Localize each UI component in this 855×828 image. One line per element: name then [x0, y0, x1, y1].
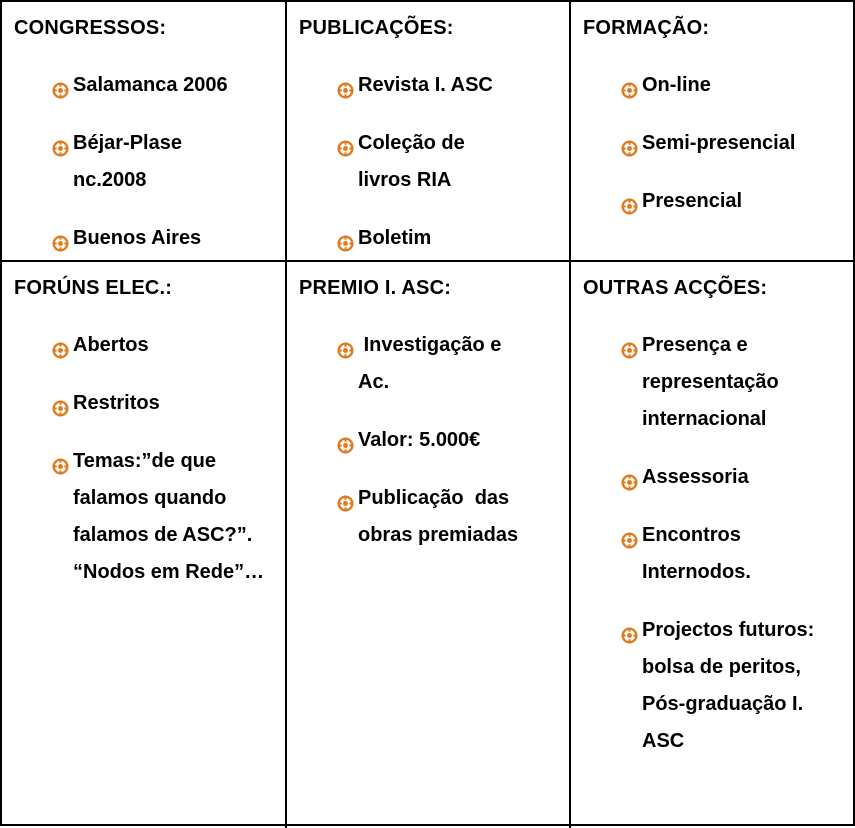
section-title: OUTRAS ACÇÕES:: [583, 277, 768, 299]
section-title: FORÚNS ELEC.:: [14, 277, 173, 299]
list-item: Béjar-Plasenc.2008: [14, 125, 249, 199]
target-bullet-icon: [337, 228, 354, 245]
list-item: Boletim: [299, 220, 568, 257]
section-title: FORMAÇÃO:: [583, 17, 710, 39]
list-item: On-line: [583, 67, 855, 104]
list-item: Abertos: [14, 327, 284, 364]
target-bullet-icon: [337, 133, 354, 150]
list-item: Encontros Internodos.: [583, 517, 838, 591]
list-item: Coleção de livros RIA: [299, 125, 504, 199]
list-item: Presencial: [583, 183, 855, 220]
target-bullet-icon: [337, 335, 354, 352]
list-item: Valor: 5.000€: [299, 422, 568, 459]
list-item: Temas:”de que falamos quando falamos de ASC?”. “Nodos em Rede”…: [14, 443, 279, 591]
target-bullet-icon: [621, 525, 638, 542]
target-bullet-icon: [52, 75, 69, 92]
cell-formacao: [569, 0, 855, 259]
list-item: Projectos futuros: bolsa de peritos, Pós-graduação I. ASC: [583, 612, 838, 760]
target-bullet-icon: [621, 620, 638, 637]
list-item: Presença e representação internacional: [583, 327, 838, 438]
target-bullet-icon: [337, 488, 354, 505]
section-title: CONGRESSOS:: [14, 17, 167, 39]
list-item: Salamanca 2006: [14, 67, 249, 104]
target-bullet-icon: [52, 228, 69, 245]
cell-foruns: [0, 260, 284, 826]
target-bullet-icon: [621, 191, 638, 208]
cell-premio: [285, 260, 568, 826]
section-title: PUBLICAÇÕES:: [299, 17, 454, 39]
target-bullet-icon: [621, 335, 638, 352]
section-list: [583, 327, 855, 760]
cell-outras-accoes: [569, 260, 855, 826]
section-list: [583, 67, 855, 220]
target-bullet-icon: [621, 75, 638, 92]
target-bullet-icon: [52, 393, 69, 410]
section-list: [14, 327, 284, 591]
list-item: Semi-presencial: [583, 125, 855, 162]
target-bullet-icon: [52, 335, 69, 352]
target-bullet-icon: [621, 467, 638, 484]
section-list: [14, 67, 284, 257]
target-bullet-icon: [621, 133, 638, 150]
list-item: Investigação e Ac.: [299, 327, 539, 401]
target-bullet-icon: [52, 133, 69, 150]
cell-publicacoes: [285, 0, 568, 259]
list-item: Restritos: [14, 385, 284, 422]
cell-congressos: [0, 0, 284, 259]
section-list: [299, 67, 568, 257]
list-item: Buenos Aires: [14, 220, 284, 257]
list-item: Revista I. ASC: [299, 67, 568, 104]
list-item: Assessoria: [583, 459, 855, 496]
section-title: PREMIO I. ASC:: [299, 277, 452, 299]
target-bullet-icon: [337, 430, 354, 447]
list-item: Publicação das obras premiadas: [299, 480, 539, 554]
section-list: [299, 327, 568, 554]
target-bullet-icon: [337, 75, 354, 92]
target-bullet-icon: [52, 451, 69, 468]
